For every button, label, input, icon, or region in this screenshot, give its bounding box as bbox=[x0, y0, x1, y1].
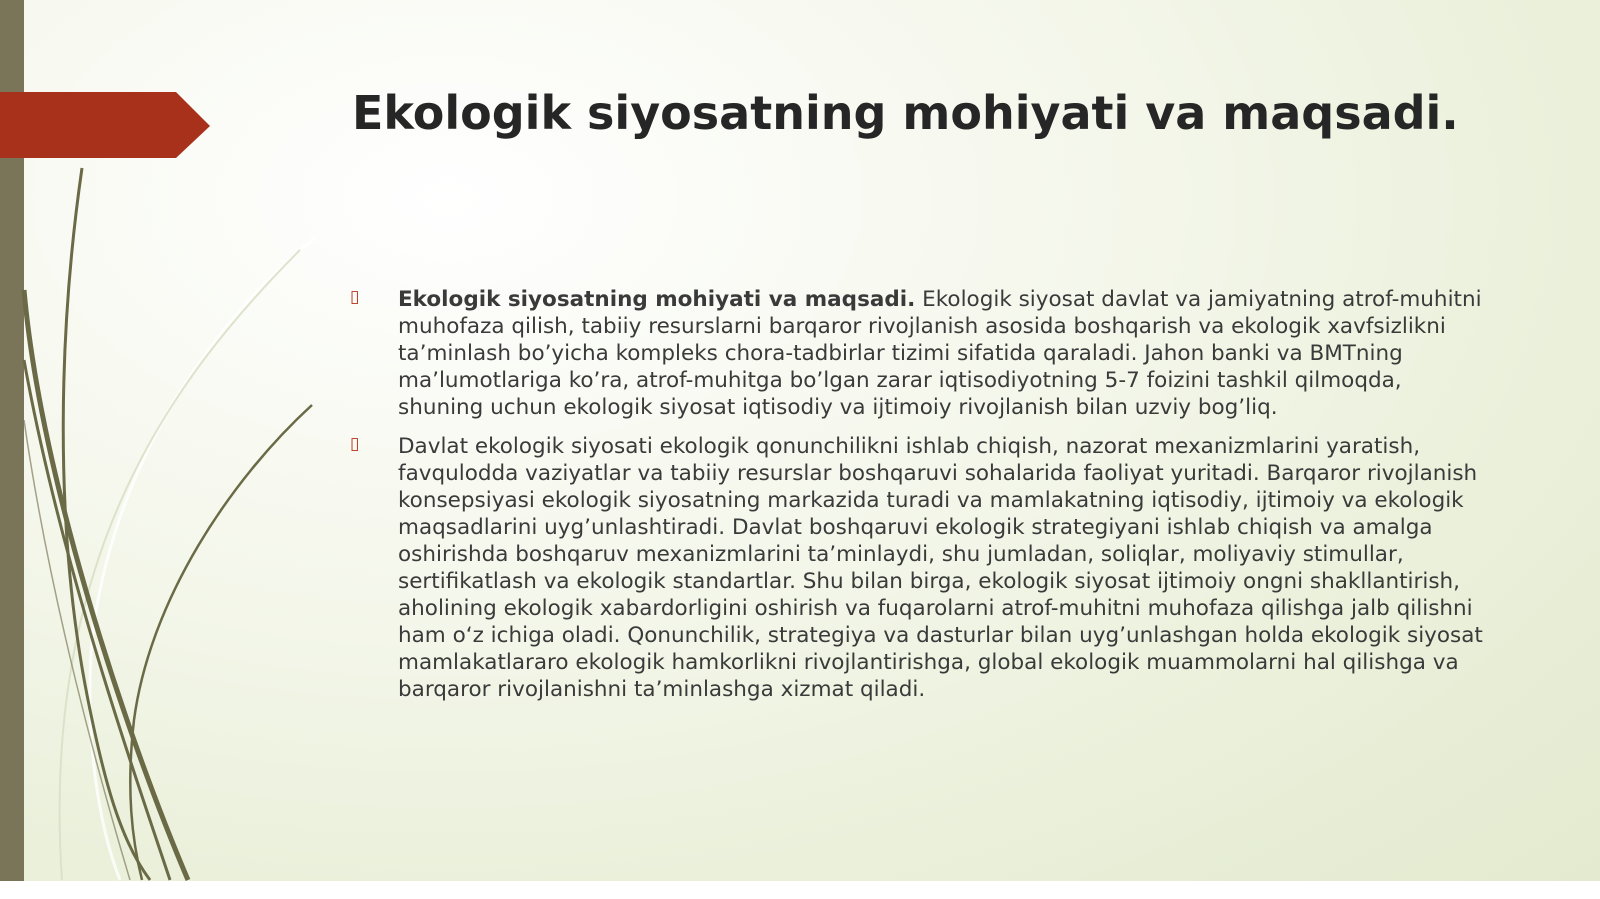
bullet-marker-icon: ▯ bbox=[350, 434, 360, 454]
bullet-body-text: Ekologik siyosat davlat va jamiyatning atrof-muhitni muhofaza qilish, tabiiy resurslarni barqaror rivojlanish asosida boshqarish va ekologik xavfsizlikni ta’minlash bo’yicha kompleks chora-tadbirlar tizimi sifatida qaraladi. Jahon banki va BMTning ma’lumotlariga ko’ra, atrof-muhitga bo’lgan zarar iqtisodiyotning 5-7 foizini tashkil qilmoqda, shuning uchun ekologik siyosat iqtisodiy va ijtimoiy rivojlanish bilan uzviy bog’liq. bbox=[398, 287, 1482, 420]
curve-stem-2 bbox=[24, 290, 188, 880]
curve-stem-1 bbox=[63, 168, 150, 880]
bottom-edge bbox=[0, 881, 1600, 899]
curve-stem-5 bbox=[24, 420, 130, 880]
bullet-body-text: Davlat ekologik siyosati ekologik qonunchilikni ishlab chiqish, nazorat mexanizmlarini yaratish, favqulodda vaziyatlar va tabiiy resurslar boshqaruvi sohalarida faoliyat yuritadi. Barqaror rivojlanish konsepsiyasi ekologik siyosatning markazida turadi va mamlakatning iqtisodiy, ijtimoiy va ekologik maqsadlarini uyg’unlashtiradi. Davlat boshqaruvi ekologik strategiyani ishlab chiqish va amalga oshirishda boshqaruv mexanizmlarini ta’minlaydi, shu jumladan, soliqlar, moliyaviy stimullar, sertifikatlash va ekologik standartlar. Shu bilan birga, ekologik siyosat ijtimoiy ongni shakllantirish, aholining ekologik xabardorligini oshirish va fuqarolarni atrof-muhitni muhofaza qilishga jalb qilishni ham o‘z ichiga oladi. Qonunchilik, strategiya va dasturlar bilan uyg’unlashgan holda ekologik siyosat mamlakatlararo ekologik hamkorlikni rivojlantirishga, global ekologik muammolarni hal qilishga va barqaror rivojlanishni ta’minlashga xizmat qiladi. bbox=[398, 434, 1483, 702]
bullet-lead-text: Ekologik siyosatning mohiyati va maqsadi. bbox=[398, 287, 916, 312]
bullet-marker-icon: ▯ bbox=[350, 287, 360, 307]
bullet-item-2 bbox=[350, 433, 1490, 703]
title-arrow-shape bbox=[0, 92, 212, 160]
faint-curve-1 bbox=[90, 238, 315, 880]
bullet-item-1 bbox=[350, 286, 1490, 421]
bullet-list bbox=[350, 286, 1490, 715]
slide-title: Ekologik siyosatning mohiyati va maqsadi. bbox=[352, 86, 1459, 140]
